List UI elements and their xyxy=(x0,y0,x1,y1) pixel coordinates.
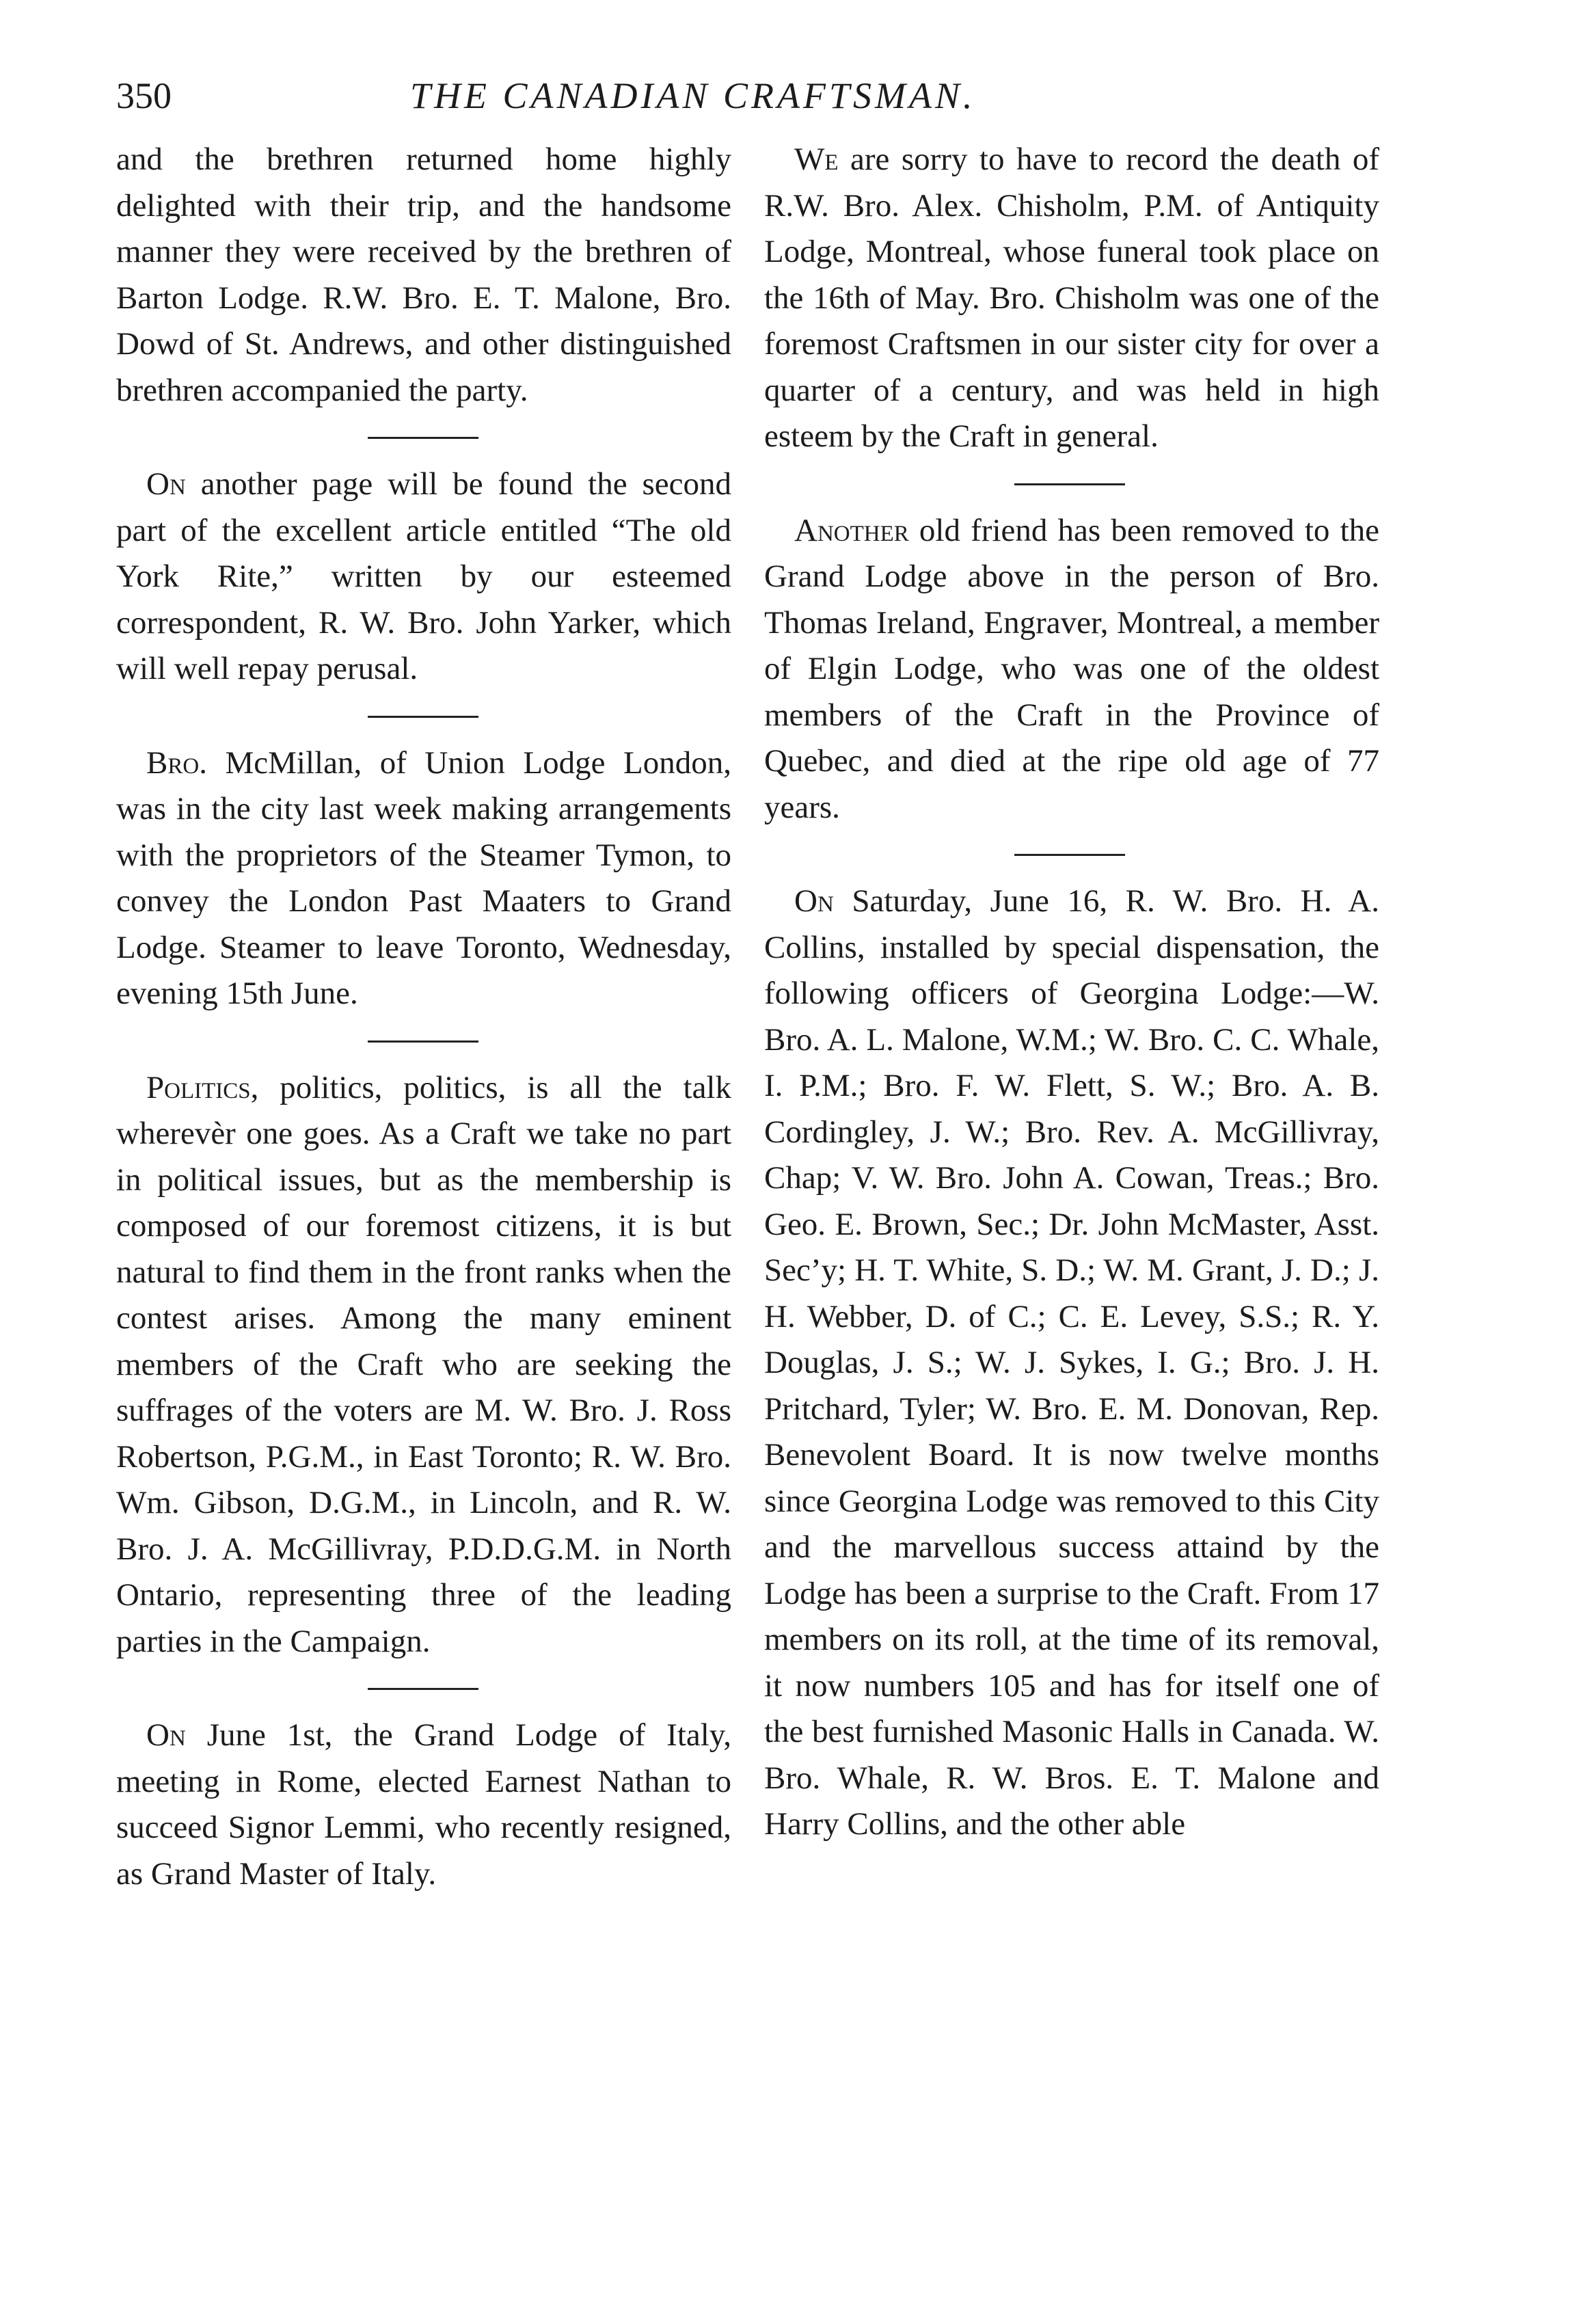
paragraph-text: McMillan, of Union Lodge London, was in the city last week making arrangements with the proprietors of the Steamer Tymon, to convey the London Past Maaters to Grand Lodge. Steamer to leave Toronto, Wednesday, evening 15th June. xyxy=(116,744,731,1011)
paragraph-text: old friend has been removed to the Grand Lodge above in the person of Bro. Thomas Ireland, Engraver, Montreal, a member of Elgin Lodge, who was one of the oldest members of the Craft in the Province of Quebec, and died at the ripe old age of 77 years. xyxy=(764,512,1379,825)
paragraph-text: Saturday, June 16, R. W. Bro. H. A. Collins, installed by special dispensation, the following officers of Georgina Lodge:—W. Bro. A. L. Malone, W.M.; W. Bro. C. C. Whale, I. P.M.; Bro. F. W. Flett, S. W.; Bro. A. B. Cordingley, J. W.; Bro. Rev. A. McGillivray, Chap; V. W. Bro. John A. Cowan, Treas.; Bro. Geo. E. Brown, Sec.; Dr. John McMaster, Asst. Sec’y; H. T. White, S. D.; W. M. Grant, J. D.; J. H. Webber, D. of C.; C. E. Levey, S.S.; R. Y. Douglas, J. S.; W. J. Sykes, I. G.; Bro. J. H. Pritchard, Tyler; W. Bro. E. M. Donovan, Rep. Benevolent Board. It is now twelve months since Georgina Lodge was removed to this City and the marvellous success attaind by the Lodge has been a surprise to the Craft. From 17 members on its roll, at the time of its removal, it now numbers 105 and has for itself one of the best furnished Masonic Halls in Canada. W. Bro. Whale, R. W. Bros. E. T. Malone and Harry Collins, and the other able xyxy=(764,883,1379,1842)
section-divider xyxy=(368,716,478,718)
paragraph-lead: On xyxy=(146,466,186,502)
right-column xyxy=(764,137,1379,1848)
section-divider xyxy=(368,1040,478,1043)
section-divider xyxy=(368,437,478,439)
paragraph-politics xyxy=(116,1065,731,1665)
paragraph-text: June 1st, the Grand Lodge of Italy, meeting in Rome, elected Earnest Nathan to succeed Signor Lemmi, who recently resigned, as Grand Master of Italy. xyxy=(116,1717,731,1892)
paragraph-lead: Another xyxy=(794,512,909,548)
left-column xyxy=(116,137,731,1897)
paragraph-text: another page will be found the second part of the excellent article entitled “The old York Rite,” written by our esteemed correspondent, R. W. Bro. John Yarker, which will well repay perusal. xyxy=(116,466,731,686)
paragraph-lead: On xyxy=(146,1717,186,1753)
paragraph-lead: Politics, xyxy=(146,1069,259,1105)
paragraph-york-rite xyxy=(116,461,731,693)
page-number: 350 xyxy=(116,75,172,116)
paragraph-italy xyxy=(116,1713,731,1897)
paragraph-text: and the brethren returned home highly delighted with their trip, and the handsome manner they were received by the brethren of Barton Lodge. R.W. Bro. E. T. Malone, Bro. Dowd of St. Andrews, and other distinguished brethren accompanied the party. xyxy=(116,142,731,408)
paragraph-ireland xyxy=(764,508,1379,831)
paragraph-mcmillan xyxy=(116,740,731,1017)
page-header xyxy=(116,68,1388,123)
paragraph-lead: On xyxy=(794,883,834,919)
paragraph-continuation xyxy=(116,137,731,414)
paragraph-chisholm xyxy=(764,137,1379,460)
section-divider xyxy=(1014,854,1125,856)
running-title: THE CANADIAN CRAFTSMAN. xyxy=(410,75,976,116)
paragraph-lead: Bro. xyxy=(146,744,207,781)
paragraph-georgina xyxy=(764,878,1379,1848)
section-divider xyxy=(1014,483,1125,485)
paragraph-lead: We xyxy=(794,142,839,177)
paragraph-text: are sorry to have to record the death of R.W. Bro. Alex. Chisholm, P.M. of Antiquity Lodge, Montreal, whose funeral took place on the 16th of May. Bro. Chisholm was one of the foremost Craftsmen in our sister city for over a quarter of a century, and was held in high esteem by the Craft in general. xyxy=(764,142,1379,454)
section-divider xyxy=(368,1688,478,1690)
paragraph-text: politics, politics, is all the talk wherevèr one goes. As a Craft we take no part in political issues, but as the membership is composed of our foremost citizens, it is but natural to find them in the front ranks when the contest arises. Among the many eminent members of the Craft who are seeking the suffrages of the voters are M. W. Bro. J. Ross Robertson, P.G.M., in East Toronto; R. W. Bro. Wm. Gibson, D.G.M., in Lincoln, and R. W. Bro. J. A. McGillivray, P.D.D.G.M. in North Ontario, representing three of the leading parties in the Campaign. xyxy=(116,1069,731,1659)
